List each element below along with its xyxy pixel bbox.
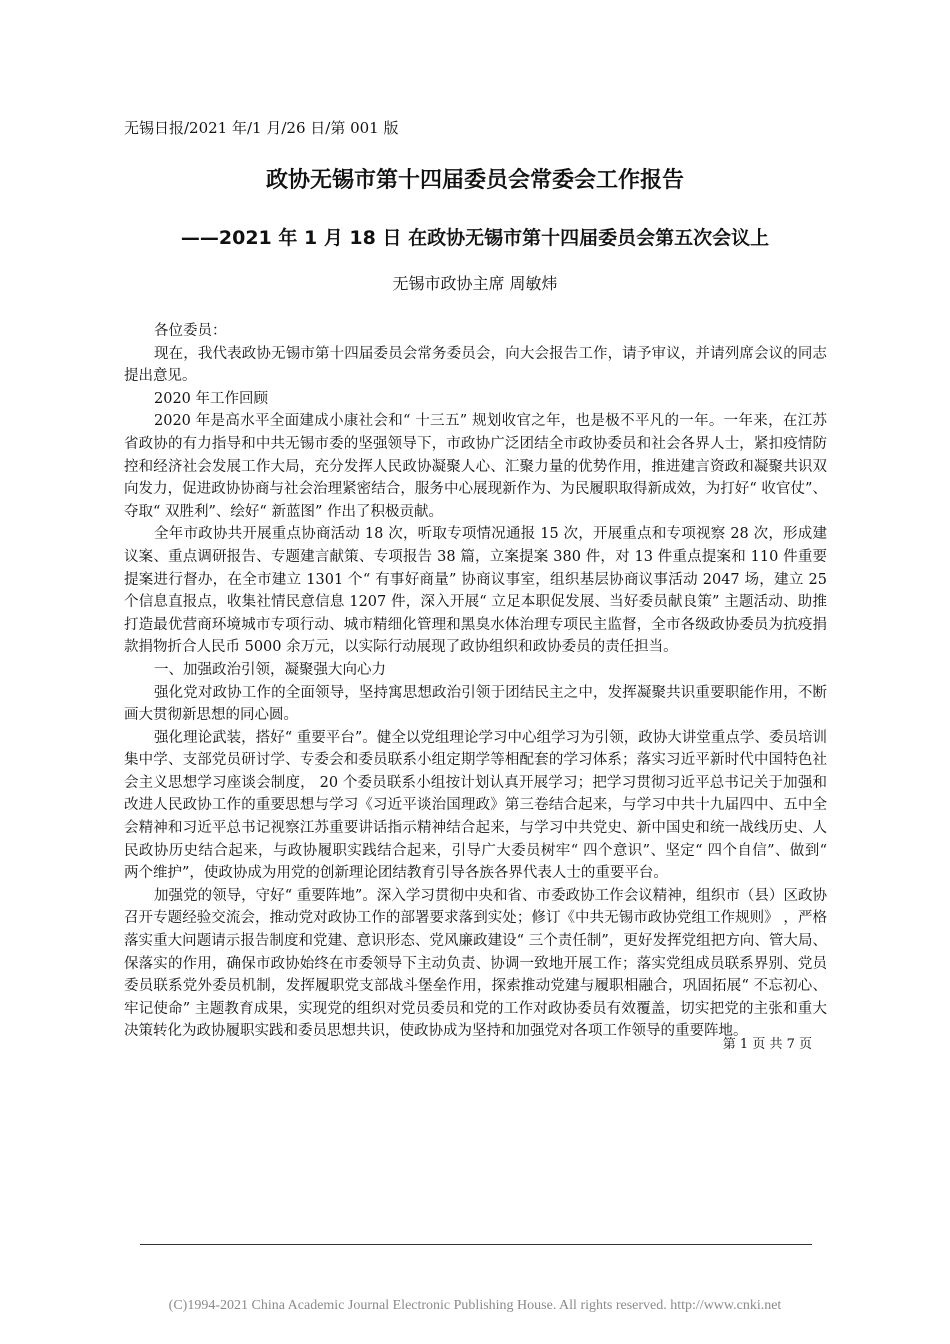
page-number: 第 1 页 共 7 页	[722, 1037, 812, 1052]
body-text	[124, 320, 827, 1043]
paragraph: 强化理论武装，搭好“ 重要平台”。健全以党组理论学习中心组学习为引领，政协大讲堂重点学、委员培训集中学、支部党员研讨学、专委会和委员联系小组定期学等相配套的学习体系；落实习近平新时代中国特色社会主义思想学习座谈会制度， 20 个委员联系小组按计划认真开展学习；把学习贯彻习近平总书记关于加强和改进人民政协工作的重要思想与学习《习近平谈治国理政》第三卷结合起来，与学习中共十九届四中、五中全会精神和习近平总书记视察江苏重要讲话指示精神结合起来，与学习中共党史、新中国史和统一战线历史、人民政协历史结合起来，与政协履职实践结合起来，引导广大委员树牢“ 四个意识”、坚定“ 四个自信”、做到“ 两个维护”，使政协成为用党的创新理论团结教育引导各族各界代表人士的重要平台。	[124, 729, 827, 882]
footer-divider	[140, 1244, 812, 1245]
section-heading: 一、加强政治引领，凝聚强大向心力	[154, 661, 386, 678]
source-line: 无锡日报/2021 年/1 月/26 日/第 001 版	[124, 119, 399, 137]
paragraph: 现在，我代表政协无锡市第十四届委员会常务委员会，向大会报告工作，请予审议，并请列席会议的同志提出意见。	[124, 345, 827, 385]
paragraph: 加强党的领导，守好“ 重要阵地”。深入学习贯彻中央和省、市委政协工作会议精神，组织市（县）区政协召开专题经验交流会，推动党对政协工作的部署要求落到实处；修订《中共无锡市政协党组工作规则》 ，严格落实重大问题请示报告制度和党建、意识形态、党风廉政建设“ 三个责任制”，更好发挥党组把方向、管大局、保落实的作用，确保市政协始终在市委领导下主动负责、协调一致地开展工作；落实党组成员联系界别、党员委员联系党外委员机制，发挥履职党支部战斗堡垒作用，探索推动党建与履职相融合，巩固拓展“ 不忘初心、牢记使命” 主题教育成果，实现党的组织对党员委员和党的工作对政协委员有效覆盖，切实把党的主张和重大决策转化为政协履职实践和委员思想共识，使政协成为坚持和加强党对各项工作领导的重要阵地。	[124, 887, 827, 1040]
page-title: 政协无锡市第十四届委员会常委会工作报告	[265, 168, 684, 193]
paragraph: 强化党对政协工作的全面领导，坚持寓思想政治引领于团结民主之中，发挥凝聚共识重要职能作用，不断画大贯彻新思想的同心圆。	[124, 684, 827, 724]
salutation: 各位委员：	[154, 323, 227, 339]
copyright-notice: (C)1994-2021 China Academic Journal Electronic Publishing House. All rights reserved. http://www.cnki.net	[168, 1298, 782, 1313]
author-line: 无锡市政协主席 周敏炜	[392, 274, 558, 293]
paragraph: 全年市政协共开展重点协商活动 18 次，听取专项情况通报 15 次，开展重点和专项视察 28 次，形成建议案、重点调研报告、专题建言献策、专项报告 38 篇，立案提案 380 件，对 13 件重点提案和 110 件重要提案进行督办，在全市建立 1301 个“ 有事好商量” 协商议事室，组织基层协商议事活动 2047 场，建立 25 个信息直报点，收集社情民意信息 1207 件，深入开展“ 立足本职促发展、当好委员献良策” 主题活动、助推打造最优营商环境城市专项行动、城市精细化管理和黑臭水体治理专项民主监督，全市各级政协委员为抗疫捐款捐物折合人民币 5000 余万元，以实际行动展现了政协组织和政协委员的责任担当。	[124, 526, 827, 656]
paragraph: 2020 年是高水平全面建成小康社会和“ 十三五” 规划收官之年，也是极不平凡的一年。一年来，在江苏省政协的有力指导和中共无锡市委的坚强领导下，市政协广泛团结全市政协委员和社会各界人士，紧扣疫情防控和经济社会发展工作大局，充分发挥人民政协凝聚人心、汇聚力量的优势作用，推进建言资政和凝聚共识双向发力，促进政协协商与社会治理紧密结合，服务中心展现新作为、为民履职取得新成效，为打好“ 收官仗”、夺取“ 双胜利”、绘好“ 新蓝图” 作出了积极贡献。	[124, 413, 827, 520]
page-subtitle: ——2021 年 1 月 18 日 在政协无锡市第十四届委员会第五次会议上	[180, 227, 770, 249]
section-heading: 2020 年工作回顾	[154, 390, 269, 407]
